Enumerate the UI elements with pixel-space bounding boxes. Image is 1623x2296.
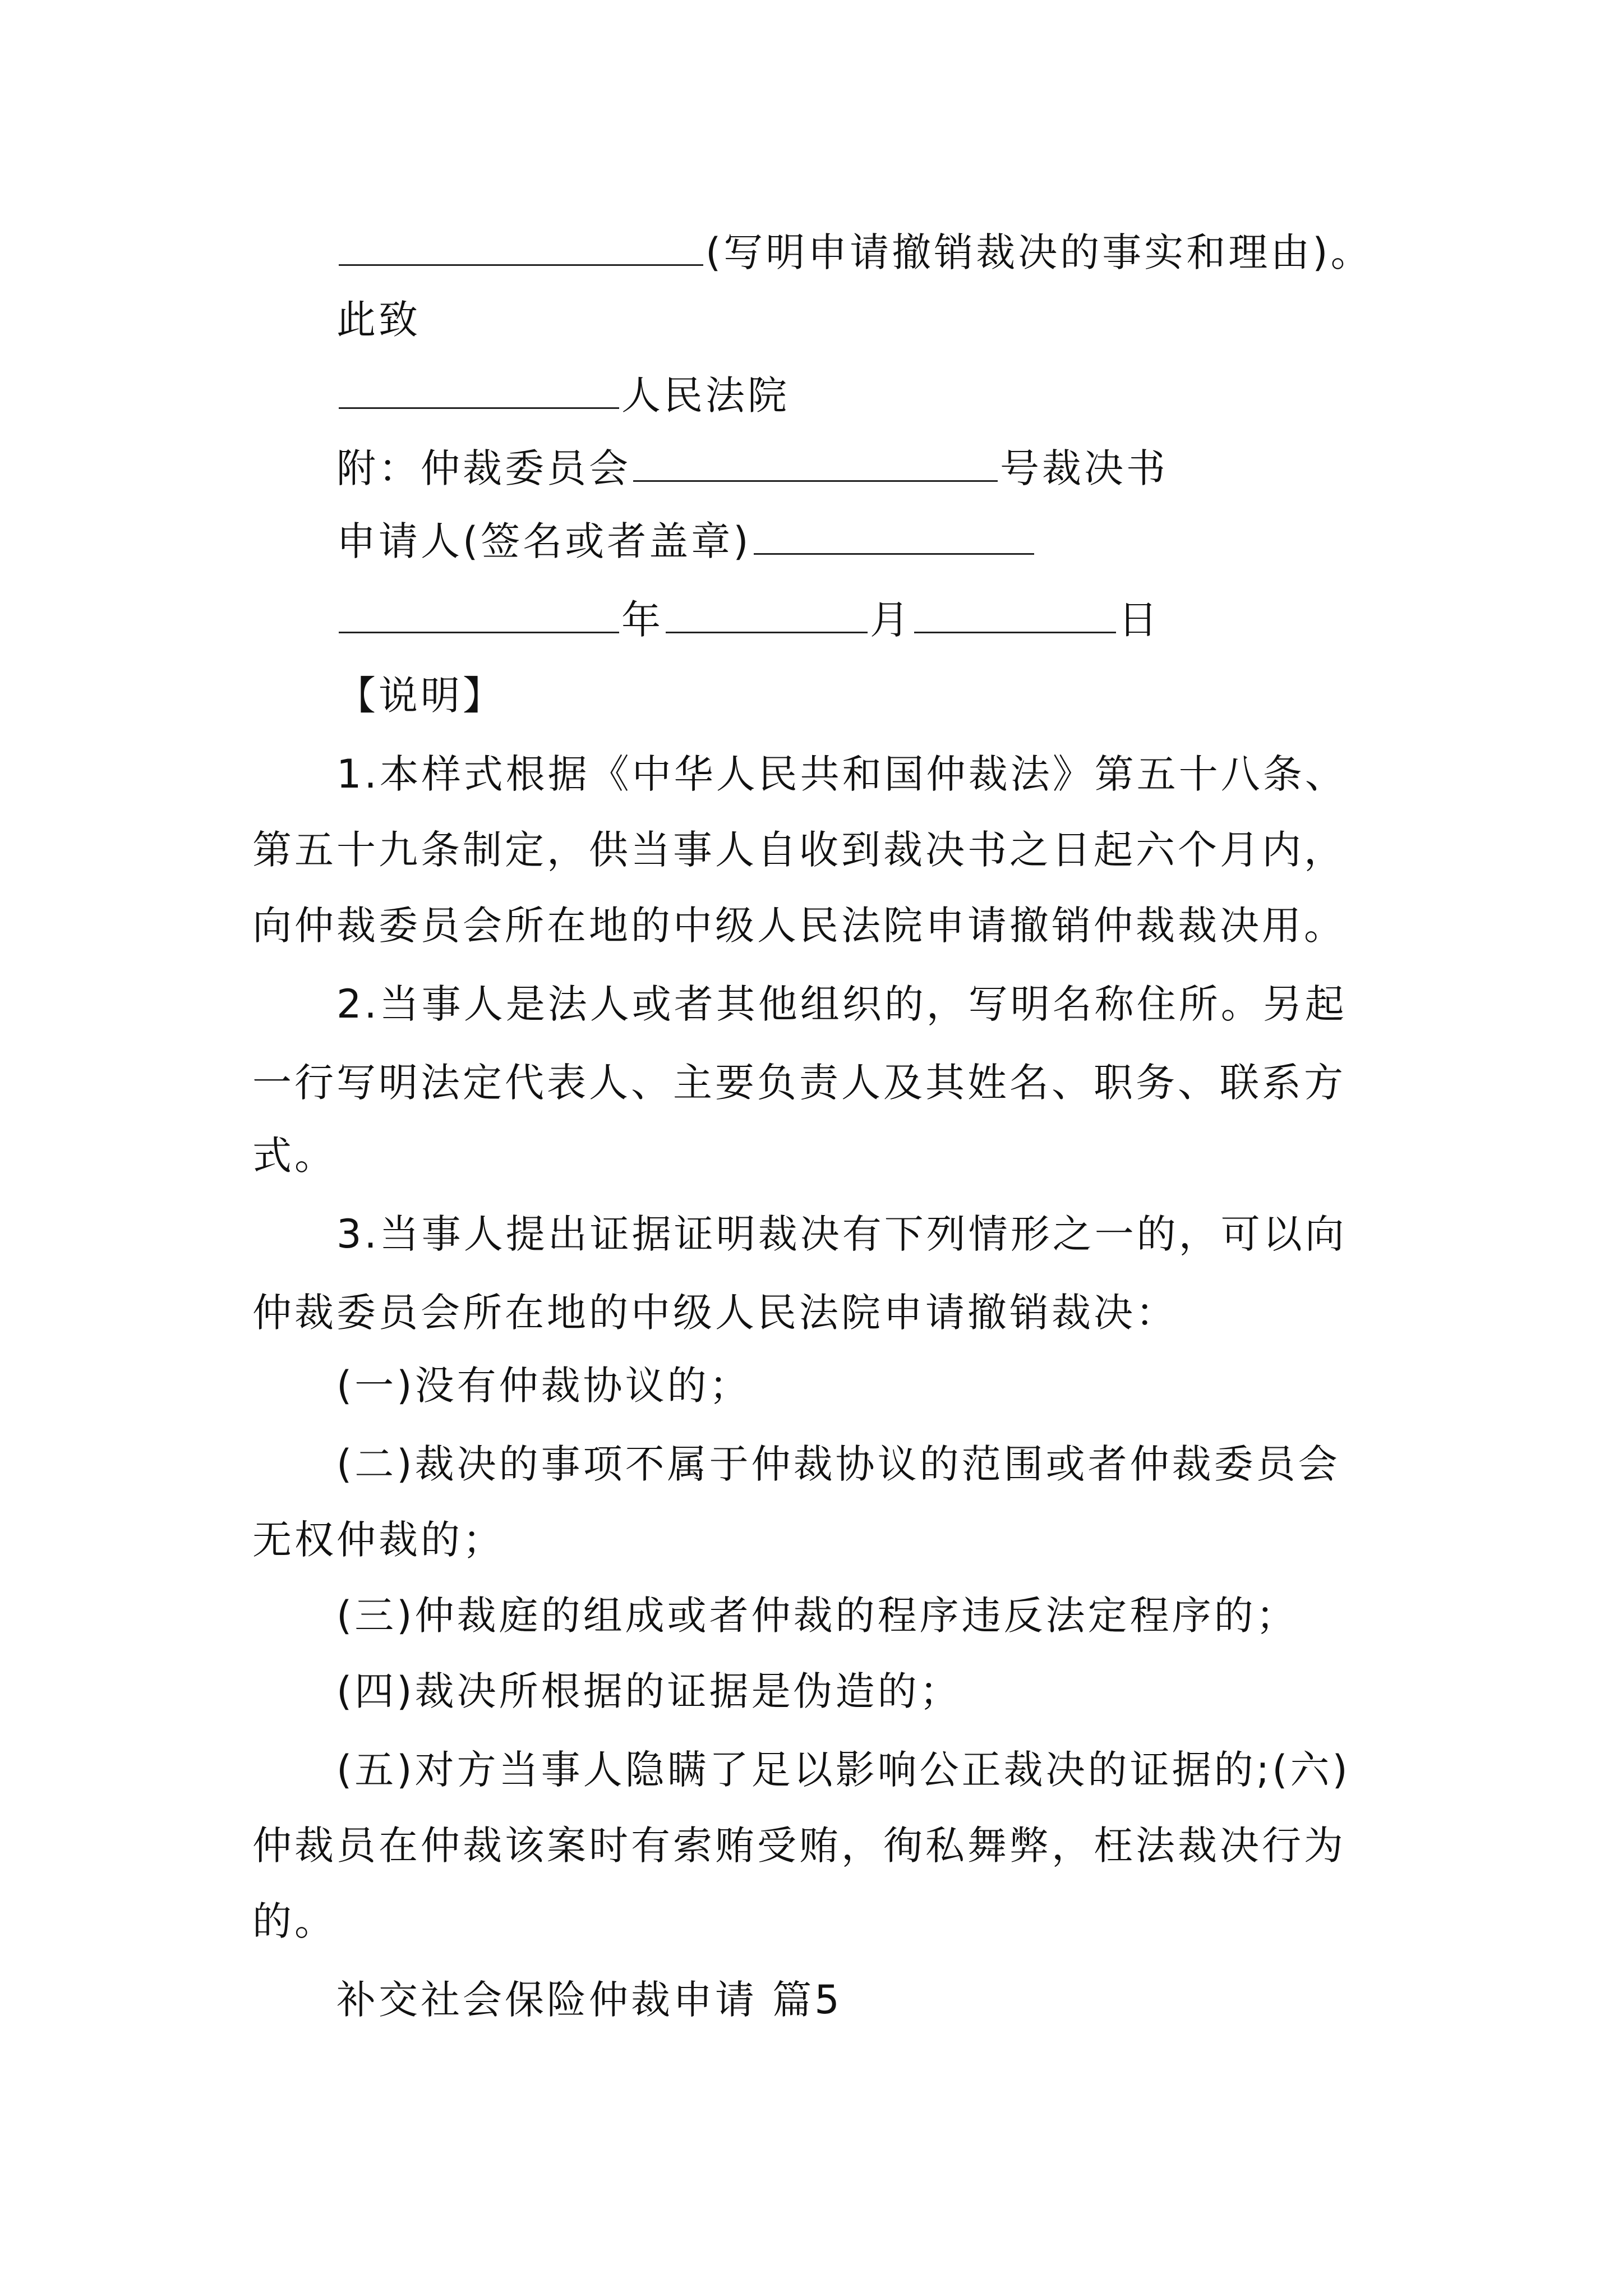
month-blank — [666, 592, 868, 633]
date-day-label: 日 — [1118, 597, 1160, 643]
notes-line: 的。 — [252, 1898, 336, 1944]
notes-line: 2.当事人是法人或者其他组织的，写明名称住所。另起 — [336, 981, 1347, 1027]
court-line — [336, 367, 1514, 424]
applicant-label: 申请人(签名或者盖章) — [336, 518, 751, 564]
reason-hint: (写明申请撤销裁决的事实和理由)。 — [706, 229, 1373, 275]
next-section-title: 补交社会保险仲裁申请 篇5 — [336, 1977, 842, 2023]
salutation: 此致 — [336, 297, 421, 343]
notes-line: (四)裁决所根据的证据是伪造的； — [336, 1668, 962, 1714]
notes-heading: 【说明】 — [336, 673, 505, 719]
reason-blank — [339, 225, 703, 266]
court-blank — [339, 368, 619, 409]
notes-line: 1.本样式根据《中华人民共和国仲裁法》第五十八条、 — [336, 751, 1347, 797]
date-line — [336, 592, 1430, 648]
notes-line: 向仲裁委员会所在地的中级人民法院申请撤销仲裁裁决用。 — [252, 903, 1346, 949]
court-suffix: 人民法院 — [621, 372, 790, 418]
notes-line: (一)没有仲裁协议的； — [336, 1363, 751, 1409]
date-month-label: 月 — [870, 597, 912, 643]
applicant-signature-blank — [754, 514, 1034, 555]
notes-line: 仲裁员在仲裁该案时有索贿受贿，徇私舞弊，枉法裁决行为 — [252, 1823, 1346, 1869]
notes-line: 式。 — [252, 1133, 336, 1179]
attachment-line — [336, 440, 1430, 496]
notes-line: 无权仲裁的； — [252, 1517, 505, 1563]
notes-line: (五)对方当事人隐瞒了足以影响公正裁决的证据的;(六) — [336, 1747, 1350, 1793]
notes-line: (二)裁决的事项不属于仲裁协议的范围或者仲裁委员会 — [336, 1441, 1340, 1487]
year-blank — [339, 592, 619, 633]
date-year-label: 年 — [621, 597, 663, 643]
notes-line: 一行写明法定代表人、主要负责人及其姓名、职务、联系方 — [252, 1060, 1346, 1106]
attachment-blank — [633, 441, 998, 482]
notes-line: 仲裁委员会所在地的中级人民法院申请撤销裁决： — [252, 1290, 1178, 1336]
attachment-suffix: 号裁决书 — [1000, 445, 1168, 491]
attachment-prefix: 附：仲裁委员会 — [336, 445, 631, 491]
reason-line — [336, 224, 1514, 280]
notes-line: 第五十九条制定，供当事人自收到裁决书之日起六个月内， — [252, 827, 1346, 873]
day-blank — [914, 592, 1116, 633]
notes-line: 3.当事人提出证据证明裁决有下列情形之一的，可以向 — [336, 1211, 1347, 1257]
applicant-line — [336, 513, 1430, 569]
notes-line: (三)仲裁庭的组成或者仲裁的程序违反法定程序的； — [336, 1593, 1298, 1639]
